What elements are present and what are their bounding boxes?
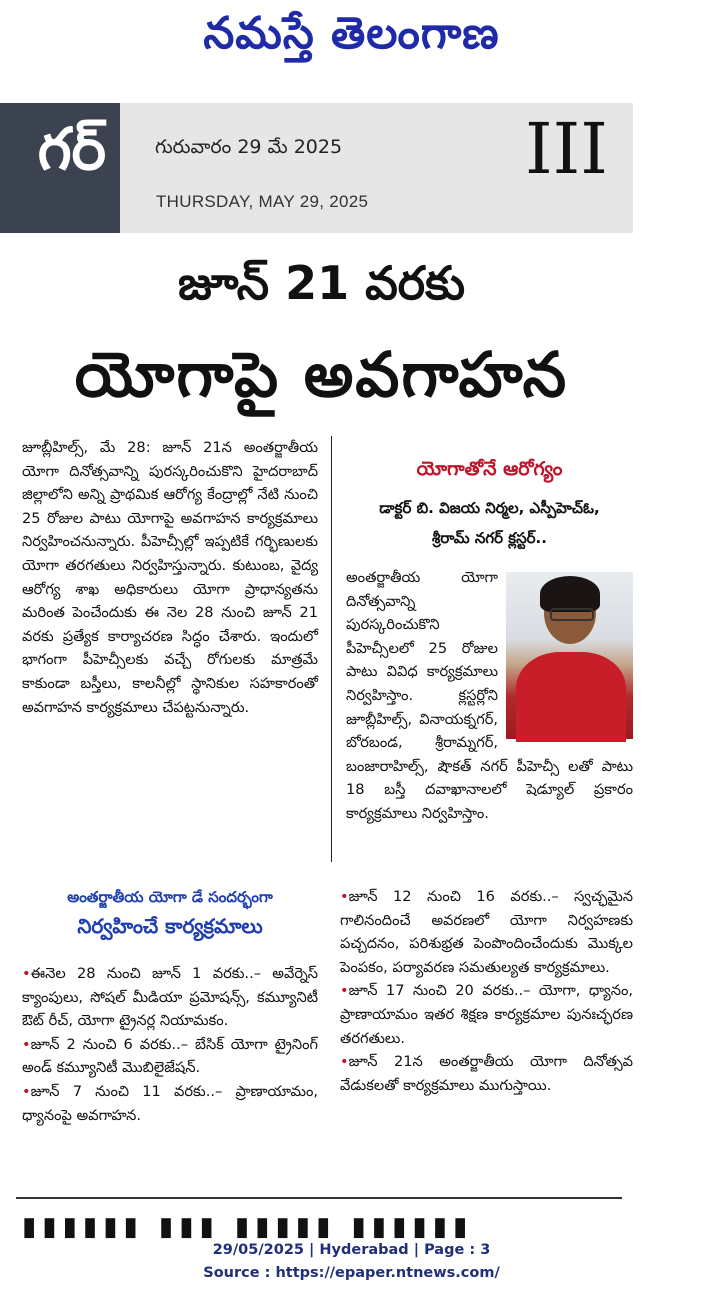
newspaper-title: నమస్తే తెలంగాణ	[203, 8, 500, 59]
list-item: •జూన్ 12 నుంచి 16 వరకు..– స్వచ్ఛమైన గాలినందించే అవరణలో యోగా నిర్వహణకు పచ్చదనం, పరిశుభ్రత పెంపొందించేందుకు మొక్కల పెంపకం, పర్యావరణ సమతుల్యత కార్యక్రమాలు.	[340, 888, 633, 976]
programs-list-right	[340, 885, 633, 1097]
programs-list-left	[22, 962, 318, 1127]
list-item: •జూన్ 2 నుంచి 6 వరకు..– బేసిక్ యోగా ట్రైనింగ్ అండ్ కమ్యూనిటీ మొబిలైజేషన్.	[22, 1035, 318, 1077]
list-item: •జూన్ 21న అంతర్జాతీయ యోగా దినోత్సవ వేడుకలతో కార్యక్రమాలు ముగుస్తాయి.	[340, 1053, 633, 1094]
programs-heading-line-1: అంతర్జాతీయ యోగా డే సందర్భంగా	[67, 888, 273, 906]
programs-heading-line-2: నిర్వహించే కార్యక్రమాలు	[77, 914, 263, 938]
column-divider	[331, 436, 332, 862]
page-number-roman: III	[525, 108, 608, 190]
section-logo-text: గర్	[37, 115, 106, 183]
list-item: •జూన్ 17 నుంచి 20 వరకు..– యోగా, ధ్యానం, ప్రాణాయామం ఇతర శిక్షణ కార్యక్రమాల పునఃచ్ఛరణ తరగతులు.	[340, 982, 633, 1047]
article-paragraph: జూబ్లీహిల్స్, మే 28: జూన్ 21న అంతర్జాతీయ యోగా దినోత్సవాన్ని పురస్కరించుకొని హైదరాబాద్ జిల్లాలోని అన్ని ప్రాథమిక ఆరోగ్య కేంద్రాల్లో నేటి నుంచి 25 రోజుల పాటు యోగాపై అవగాహన కార్యక్రమాలు నిర్వహించనున్నారు. పీహెచ్సీల్లో ఇప్పటికే గర్భిణులకు యోగా తరగతులు నిర్వహిస్తున్నారు. కుటుంబ, వైద్య ఆరోగ్య శాఖ అధికారులు యోగా ప్రాధాన్యతను మరింత పెంచేందుకు ఈ నెల 28 నుంచి జూన్ 21 వరకు ప్రత్యేక కార్యాచరణ సిద్ధం చేశారు. ఇందులో భాగంగా పీహెచ్సీలకు వచ్చే రోగులకు మాత్రమే కాకుండా బస్తీలు, కాలనీల్లో స్థానికుల సహకారంతో అవగాహన కార్యక్రమాలు చేపట్టనున్నారు.	[22, 439, 318, 716]
list-item: •జూన్ 7 నుంచి 11 వరకు..– ప్రాణాయామం, ధ్యానంపై అవగాహన.	[22, 1082, 318, 1124]
masthead	[0, 0, 703, 95]
byline-name: డాక్టర్ బి. విజయ నిర్మల, ఎస్పీహెచ్ఓ,	[379, 499, 600, 517]
footer-date-page: 29/05/2025 | Hyderabad | Page : 3	[212, 1242, 491, 1258]
programs-heading	[22, 884, 318, 942]
date-telugu: గురువారం 29 మే 2025	[155, 136, 343, 158]
headline-line-1: జూన్ 21 వరకు	[177, 256, 466, 310]
headline-line-2: యోగాపై అవగాహన	[74, 338, 569, 411]
date-english: THURSDAY, MAY 29, 2025	[156, 192, 369, 211]
sidebar-title: యోగాతోనే ఆరోగ్యం	[416, 458, 563, 480]
section-logo	[0, 103, 120, 233]
sidebar-body	[346, 566, 633, 826]
sidebar-paragraph: అంతర్జాతీయ యోగా దినోత్సవాన్ని పురస్కరించుకొని పీహెచ్సీలలో 25 రోజుల పాటు వివిధ కార్యక్రమాలు నిర్వహిస్తాం. క్లస్టర్లోని జూబ్లీహిల్స్, వినాయక్నగర్, బోరబండ, శ్రీరామ్నగర్, బంజారాహిల్స్, షౌకత్ నగర్ పీహెచ్సీ లతో పాటు 18 బస్తీ దవాఖానాలలో షెడ్యూల్ ప్రకారం కార్యక్రమాలు నిర్వహిస్తాం.	[346, 569, 633, 822]
byline-location: శ్రీరామ్ నగర్ క్లస్టర్..	[432, 529, 547, 547]
sidebar-byline	[346, 493, 633, 553]
list-item: •ఈనెల 28 నుంచి జూన్ 1 వరకు..– అవేర్నెస్ క్యాంపులు, సోషల్ మీడియా ప్రమోషన్స్, కమ్యూనిటీ ఔట్ రీచ్, యోగా ట్రైనర్ల నియామకం.	[22, 965, 318, 1030]
horizontal-rule	[16, 1197, 622, 1199]
footer-source: Source : https://epaper.ntnews.com/	[203, 1265, 500, 1281]
article-body	[22, 436, 318, 719]
cutoff-next-headline: ▮▮▮▮▮▮ ▮▮▮ ▮▮▮▮▮ ▮▮▮▮▮▮	[22, 1212, 474, 1242]
